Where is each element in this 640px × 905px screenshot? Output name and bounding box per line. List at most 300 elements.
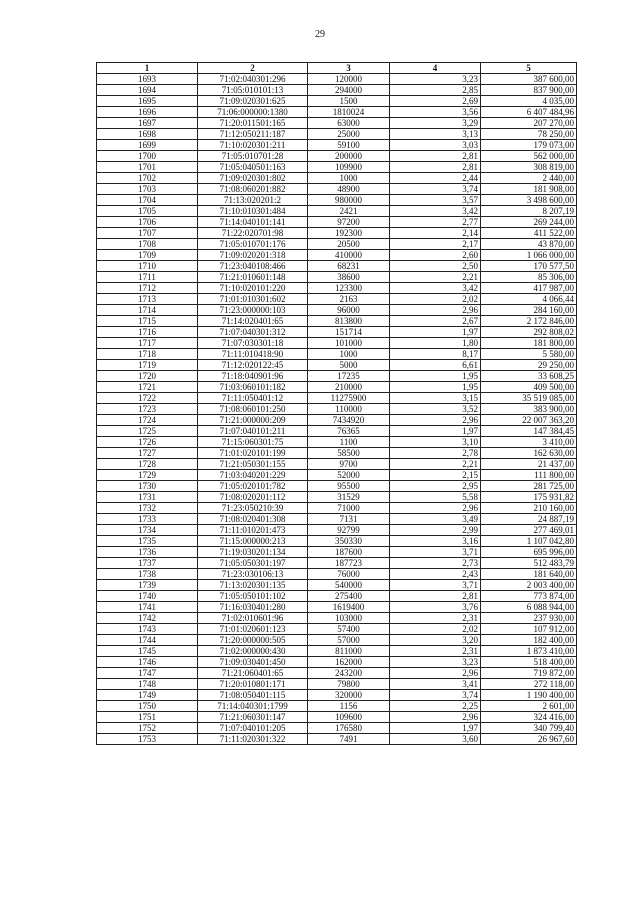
cadastral-number-cell: 71:16:030401:280 [198,602,308,613]
amount-cell: 147 384,45 [481,426,577,437]
row-number-cell: 1696 [97,107,198,118]
cadastral-number-cell: 71:05:050101:102 [198,591,308,602]
rate-cell: 2,21 [390,459,481,470]
cadastral-number-cell: 71:05:010101:13 [198,85,308,96]
area-cell: 63000 [308,118,390,129]
area-cell: 192300 [308,228,390,239]
area-cell: 540000 [308,580,390,591]
column-header-4: 4 [390,63,481,74]
rate-cell: 3,41 [390,679,481,690]
rate-cell: 3,52 [390,404,481,415]
amount-cell: 207 270,00 [481,118,577,129]
row-number-cell: 1695 [97,96,198,107]
cadastral-number-cell: 71:02:000000:430 [198,646,308,657]
amount-cell: 284 160,00 [481,305,577,316]
table-row [97,712,577,723]
cadastral-number-cell: 71:15:060301:75 [198,437,308,448]
amount-cell: 409 500,00 [481,382,577,393]
rate-cell: 2,43 [390,569,481,580]
row-number-cell: 1746 [97,657,198,668]
rate-cell: 1,95 [390,371,481,382]
cadastral-number-cell: 71:03:040201:229 [198,470,308,481]
cadastral-number-cell: 71:05:010701:176 [198,239,308,250]
area-cell: 68231 [308,261,390,272]
area-cell: 7434920 [308,415,390,426]
rate-cell: 2,81 [390,151,481,162]
row-number-cell: 1726 [97,437,198,448]
rate-cell: 2,15 [390,470,481,481]
cadastral-number-cell: 71:19:030201:134 [198,547,308,558]
amount-cell: 2 440,00 [481,173,577,184]
cadastral-number-cell: 71:15:000000:213 [198,536,308,547]
cadastral-number-cell: 71:09:030401:450 [198,657,308,668]
cadastral-number-cell: 71:23:030106:13 [198,569,308,580]
cadastral-number-cell: 71:18:040901:96 [198,371,308,382]
row-number-cell: 1742 [97,613,198,624]
table-row [97,404,577,415]
row-number-cell: 1701 [97,162,198,173]
row-number-cell: 1721 [97,382,198,393]
rate-cell: 2,96 [390,712,481,723]
row-number-cell: 1710 [97,261,198,272]
table-row [97,327,577,338]
cadastral-number-cell: 71:08:060201:882 [198,184,308,195]
rate-cell: 3,42 [390,283,481,294]
table-row [97,140,577,151]
row-number-cell: 1706 [97,217,198,228]
row-number-cell: 1748 [97,679,198,690]
column-header-3: 3 [308,63,390,74]
row-number-cell: 1737 [97,558,198,569]
area-cell: 76365 [308,426,390,437]
amount-cell: 340 799,40 [481,723,577,734]
rate-cell: 1,97 [390,723,481,734]
rate-cell: 2,69 [390,96,481,107]
table-row [97,481,577,492]
rate-cell: 2,96 [390,668,481,679]
rate-cell: 2,25 [390,701,481,712]
row-number-cell: 1719 [97,360,198,371]
area-cell: 110000 [308,404,390,415]
rate-cell: 1,95 [390,382,481,393]
cadastral-number-cell: 71:08:060101:250 [198,404,308,415]
row-number-cell: 1697 [97,118,198,129]
cadastral-number-cell: 71:10:020301:211 [198,140,308,151]
rate-cell: 1,97 [390,426,481,437]
rate-cell: 3,20 [390,635,481,646]
table-row [97,657,577,668]
table-row [97,470,577,481]
row-number-cell: 1708 [97,239,198,250]
rate-cell: 8,17 [390,349,481,360]
amount-cell: 1 066 000,00 [481,250,577,261]
area-cell: 96000 [308,305,390,316]
table-row [97,415,577,426]
table-row [97,294,577,305]
cadastral-number-cell: 71:12:050211:187 [198,129,308,140]
row-number-cell: 1714 [97,305,198,316]
area-cell: 71000 [308,503,390,514]
row-number-cell: 1753 [97,734,198,745]
table-row [97,635,577,646]
rate-cell: 3,56 [390,107,481,118]
row-number-cell: 1694 [97,85,198,96]
row-number-cell: 1752 [97,723,198,734]
amount-cell: 417 987,00 [481,283,577,294]
table-row [97,668,577,679]
cadastral-number-cell: 71:07:040101:211 [198,426,308,437]
row-number-cell: 1739 [97,580,198,591]
cadastral-number-cell: 71:21:050301:155 [198,459,308,470]
row-number-cell: 1730 [97,481,198,492]
cadastral-number-cell: 71:21:000000:209 [198,415,308,426]
area-cell: 76000 [308,569,390,580]
table-row [97,107,577,118]
cadastral-number-cell: 71:12:020122:45 [198,360,308,371]
area-cell: 109600 [308,712,390,723]
table-row [97,184,577,195]
table-row [97,74,577,85]
rate-cell: 2,96 [390,415,481,426]
table-row [97,250,577,261]
rate-cell: 3,76 [390,602,481,613]
area-cell: 95500 [308,481,390,492]
amount-cell: 277 469,01 [481,525,577,536]
page-number: 29 [315,29,325,40]
amount-cell: 181 908,00 [481,184,577,195]
cadastral-number-cell: 71:05:040501:163 [198,162,308,173]
area-cell: 275400 [308,591,390,602]
table-row [97,690,577,701]
row-number-cell: 1707 [97,228,198,239]
area-cell: 1619400 [308,602,390,613]
rate-cell: 2,02 [390,294,481,305]
rate-cell: 2,85 [390,85,481,96]
area-cell: 109900 [308,162,390,173]
row-number-cell: 1727 [97,448,198,459]
cadastral-number-cell: 71:11:010418:90 [198,349,308,360]
cadastral-number-cell: 71:06:000000:1380 [198,107,308,118]
table-row [97,514,577,525]
rate-cell: 3,71 [390,547,481,558]
area-cell: 57000 [308,635,390,646]
area-cell: 38600 [308,272,390,283]
cadastral-number-cell: 71:11:010201:473 [198,525,308,536]
table-row [97,206,577,217]
row-number-cell: 1702 [97,173,198,184]
rate-cell: 3,13 [390,129,481,140]
row-number-cell: 1750 [97,701,198,712]
table-row [97,558,577,569]
amount-cell: 181 640,00 [481,569,577,580]
cadastral-number-cell: 71:14:040301:1799 [198,701,308,712]
row-number-cell: 1720 [97,371,198,382]
table-row [97,591,577,602]
amount-cell: 85 306,00 [481,272,577,283]
amount-cell: 111 800,00 [481,470,577,481]
amount-cell: 179 073,00 [481,140,577,151]
amount-cell: 308 819,00 [481,162,577,173]
area-cell: 25000 [308,129,390,140]
amount-cell: 383 900,00 [481,404,577,415]
area-cell: 320000 [308,690,390,701]
area-cell: 1500 [308,96,390,107]
table-row [97,602,577,613]
cadastral-number-cell: 71:05:020101:782 [198,481,308,492]
table-row [97,536,577,547]
table-row [97,437,577,448]
area-cell: 9700 [308,459,390,470]
table-row [97,283,577,294]
rate-cell: 3,23 [390,657,481,668]
table-row [97,426,577,437]
row-number-cell: 1709 [97,250,198,261]
amount-cell: 33 608,25 [481,371,577,382]
table-row [97,162,577,173]
cadastral-number-cell: 71:14:020401:65 [198,316,308,327]
table-row [97,360,577,371]
rate-cell: 2,31 [390,613,481,624]
table-row [97,701,577,712]
rate-cell: 3,71 [390,580,481,591]
table-row [97,96,577,107]
amount-cell: 3 410,00 [481,437,577,448]
area-cell: 811000 [308,646,390,657]
row-number-cell: 1703 [97,184,198,195]
cadastral-number-cell: 71:02:010601:96 [198,613,308,624]
amount-cell: 562 000,00 [481,151,577,162]
amount-cell: 107 912,00 [481,624,577,635]
area-cell: 7491 [308,734,390,745]
amount-cell: 210 160,00 [481,503,577,514]
cadastral-number-cell: 71:09:020201:318 [198,250,308,261]
rate-cell: 3,74 [390,690,481,701]
area-cell: 57400 [308,624,390,635]
cadastral-number-cell: 71:07:040101:205 [198,723,308,734]
rate-cell: 6,61 [390,360,481,371]
rate-cell: 3,60 [390,734,481,745]
area-cell: 123300 [308,283,390,294]
amount-cell: 719 872,00 [481,668,577,679]
row-number-cell: 1723 [97,404,198,415]
amount-cell: 5 580,00 [481,349,577,360]
amount-cell: 6 407 484,96 [481,107,577,118]
amount-cell: 411 522,00 [481,228,577,239]
amount-cell: 182 400,00 [481,635,577,646]
cadastral-number-cell: 71:07:040301:312 [198,327,308,338]
rate-cell: 2,44 [390,173,481,184]
table-row [97,393,577,404]
cadastral-number-cell: 71:11:050401:12 [198,393,308,404]
amount-cell: 837 900,00 [481,85,577,96]
area-cell: 813800 [308,316,390,327]
cadastral-number-cell: 71:23:050210:39 [198,503,308,514]
table-body [97,74,577,745]
amount-cell: 26 967,60 [481,734,577,745]
rate-cell: 2,17 [390,239,481,250]
rate-cell: 2,14 [390,228,481,239]
amount-cell: 6 088 944,00 [481,602,577,613]
area-cell: 17235 [308,371,390,382]
table-row [97,547,577,558]
row-number-cell: 1705 [97,206,198,217]
rate-cell: 2,73 [390,558,481,569]
amount-cell: 272 118,00 [481,679,577,690]
row-number-cell: 1731 [97,492,198,503]
table-row [97,723,577,734]
area-cell: 980000 [308,195,390,206]
rate-cell: 3,10 [390,437,481,448]
table-row [97,118,577,129]
row-number-cell: 1704 [97,195,198,206]
area-cell: 52000 [308,470,390,481]
table-row [97,85,577,96]
area-cell: 103000 [308,613,390,624]
area-cell: 2163 [308,294,390,305]
amount-cell: 1 190 400,00 [481,690,577,701]
row-number-cell: 1722 [97,393,198,404]
table-row [97,151,577,162]
rate-cell: 3,49 [390,514,481,525]
cadastral-number-cell: 71:01:010301:602 [198,294,308,305]
cadastral-number-cell: 71:13:020301:135 [198,580,308,591]
area-cell: 79800 [308,679,390,690]
row-number-cell: 1717 [97,338,198,349]
table-row [97,349,577,360]
row-number-cell: 1716 [97,327,198,338]
area-cell: 162000 [308,657,390,668]
table-row [97,503,577,514]
row-number-cell: 1749 [97,690,198,701]
row-number-cell: 1698 [97,129,198,140]
row-number-cell: 1736 [97,547,198,558]
row-number-cell: 1699 [97,140,198,151]
table-row [97,239,577,250]
cadastral-number-cell: 71:09:020301:625 [198,96,308,107]
row-number-cell: 1733 [97,514,198,525]
cadastral-number-cell: 71:21:060401:65 [198,668,308,679]
data-table [96,62,577,745]
table-row [97,382,577,393]
amount-cell: 1 107 042,80 [481,536,577,547]
amount-cell: 21 437,00 [481,459,577,470]
rate-cell: 3,23 [390,74,481,85]
table-row [97,338,577,349]
cadastral-number-cell: 71:10:010301:484 [198,206,308,217]
cadastral-number-cell: 71:10:020101:220 [198,283,308,294]
amount-cell: 2 601,00 [481,701,577,712]
cadastral-number-cell: 71:05:010701:28 [198,151,308,162]
area-cell: 350330 [308,536,390,547]
area-cell: 92799 [308,525,390,536]
rate-cell: 2,31 [390,646,481,657]
amount-cell: 29 250,00 [481,360,577,371]
amount-cell: 175 931,82 [481,492,577,503]
cadastral-number-cell: 71:20:011501:165 [198,118,308,129]
column-header-5: 5 [481,63,577,74]
area-cell: 187723 [308,558,390,569]
cadastral-number-cell: 71:03:060101:182 [198,382,308,393]
rate-cell: 2,78 [390,448,481,459]
area-cell: 1156 [308,701,390,712]
rate-cell: 2,77 [390,217,481,228]
row-number-cell: 1751 [97,712,198,723]
table-row [97,459,577,470]
cadastral-number-cell: 71:09:020301:802 [198,173,308,184]
table-row [97,272,577,283]
amount-cell: 24 887,19 [481,514,577,525]
area-cell: 31529 [308,492,390,503]
amount-cell: 773 874,00 [481,591,577,602]
row-number-cell: 1735 [97,536,198,547]
table-row [97,195,577,206]
row-number-cell: 1734 [97,525,198,536]
rate-cell: 3,29 [390,118,481,129]
area-cell: 7131 [308,514,390,525]
row-number-cell: 1713 [97,294,198,305]
row-number-cell: 1729 [97,470,198,481]
cadastral-number-cell: 71:01:020101:199 [198,448,308,459]
rate-cell: 3,03 [390,140,481,151]
rate-cell: 2,96 [390,305,481,316]
row-number-cell: 1715 [97,316,198,327]
row-number-cell: 1693 [97,74,198,85]
rate-cell: 3,57 [390,195,481,206]
cadastral-number-cell: 71:21:010601:148 [198,272,308,283]
table-row [97,646,577,657]
cadastral-number-cell: 71:01:020601:123 [198,624,308,635]
column-header-2: 2 [198,63,308,74]
rate-cell: 2,95 [390,481,481,492]
row-number-cell: 1724 [97,415,198,426]
table-row [97,173,577,184]
amount-cell: 512 483,79 [481,558,577,569]
column-header-1: 1 [97,63,198,74]
amount-cell: 324 416,00 [481,712,577,723]
amount-cell: 269 244,00 [481,217,577,228]
row-number-cell: 1725 [97,426,198,437]
rate-cell: 3,15 [390,393,481,404]
amount-cell: 1 873 410,00 [481,646,577,657]
amount-cell: 162 630,00 [481,448,577,459]
amount-cell: 518 400,00 [481,657,577,668]
table-row [97,679,577,690]
rate-cell: 1,80 [390,338,481,349]
area-cell: 1810024 [308,107,390,118]
amount-cell: 3 498 600,00 [481,195,577,206]
amount-cell: 181 800,00 [481,338,577,349]
table-row [97,228,577,239]
rate-cell: 2,60 [390,250,481,261]
table-row [97,448,577,459]
rate-cell: 2,81 [390,591,481,602]
area-cell: 20500 [308,239,390,250]
amount-cell: 22 007 363,20 [481,415,577,426]
rate-cell: 3,42 [390,206,481,217]
table-row [97,734,577,745]
amount-cell: 237 930,00 [481,613,577,624]
amount-cell: 387 600,00 [481,74,577,85]
amount-cell: 292 808,02 [481,327,577,338]
row-number-cell: 1738 [97,569,198,580]
rate-cell: 2,99 [390,525,481,536]
area-cell: 1000 [308,349,390,360]
table-row [97,569,577,580]
amount-cell: 2 003 400,00 [481,580,577,591]
rate-cell: 2,02 [390,624,481,635]
area-cell: 1000 [308,173,390,184]
amount-cell: 170 577,50 [481,261,577,272]
